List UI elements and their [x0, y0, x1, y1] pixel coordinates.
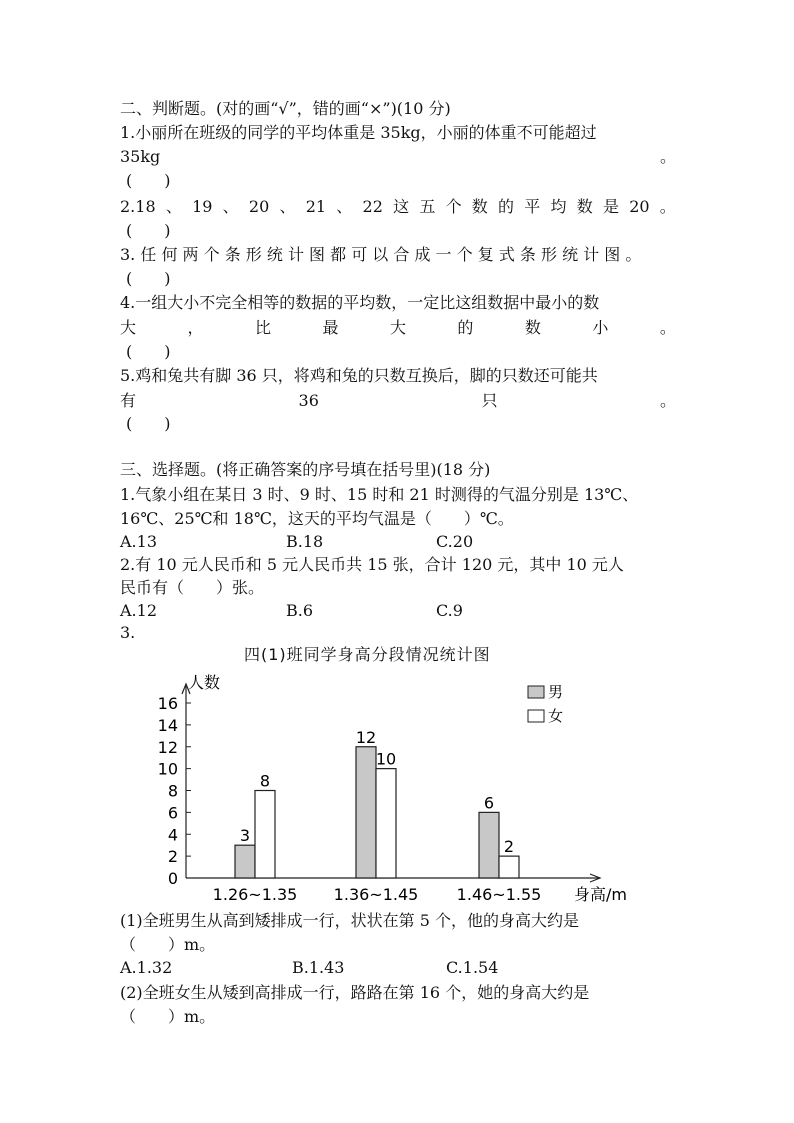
- s2-q2-part: 均: [550, 197, 567, 216]
- s3-q1-option-c[interactable]: C.20: [436, 532, 474, 551]
- s3-q2-option-b[interactable]: B.6: [286, 601, 314, 620]
- y-tick-label: 12: [157, 737, 178, 757]
- s2-q2-part: 平: [524, 197, 541, 216]
- x-tick-label: 1.26~1.35: [212, 885, 298, 904]
- s3-q3-sub2-line1: (2)全班女生从矮到高排成一行，路路在第 16 个，她的身高大约是: [120, 983, 590, 1002]
- s2-q2-part: 的: [498, 197, 515, 216]
- s2-q2-line: [120, 196, 676, 218]
- bar-male: [235, 845, 255, 878]
- s2-q2-part: 、: [279, 197, 296, 216]
- s3-q3-sub1-line2: （ ）m。: [120, 935, 216, 954]
- s3-q1-option-a[interactable]: A.13: [120, 532, 157, 551]
- y-tick-label: 6: [167, 803, 178, 823]
- s3-q1-line2: 16℃、25℃和 18℃，这天的平均气温是（ ）℃。: [120, 509, 514, 528]
- y-tick-label: 8: [167, 781, 178, 801]
- s2-q2-part: 20: [629, 197, 650, 216]
- y-tick-label: 10: [157, 759, 178, 779]
- s2-q2-part: 这: [393, 197, 410, 216]
- s2-q2-part: 、: [165, 197, 182, 216]
- s2-q4-line2: [120, 317, 676, 339]
- x-axis-label: 身高/m: [574, 885, 627, 904]
- s2-q1-line2-left: 35kg: [120, 147, 161, 166]
- bar-female: [376, 769, 396, 878]
- y-tick-label: 4: [167, 825, 178, 845]
- s2-q2-part: 20: [248, 197, 270, 216]
- s2-q2-part: 五: [419, 197, 436, 216]
- bar-female: [255, 791, 275, 879]
- legend-swatch-female: [528, 710, 544, 722]
- s2-q4-part: ，: [187, 318, 204, 337]
- bar-value-label: 6: [483, 793, 495, 813]
- s3-q2-line2: 民币有（ ）张。: [120, 578, 265, 597]
- s2-q5-line2: [120, 390, 676, 412]
- bar-female: [499, 856, 519, 878]
- s3-q3-sub1-option-a[interactable]: A.1.32: [120, 958, 173, 977]
- y-tick-label: 14: [157, 715, 178, 735]
- s2-q3-answer-paren[interactable]: ( ): [126, 269, 171, 288]
- s2-q2-part: 21: [305, 197, 327, 216]
- s3-q3-sub2-line2: （ ）m。: [120, 1007, 216, 1026]
- s2-q2-part: 19: [192, 197, 213, 216]
- chart-title: 四(1)班同学身高分段情况统计图: [244, 645, 491, 664]
- bar-value-label: 2: [503, 837, 515, 857]
- legend-label-male: 男: [548, 683, 564, 701]
- s2-q2-part: 个: [445, 197, 462, 216]
- s2-q4-answer-paren[interactable]: ( ): [126, 342, 171, 361]
- s3-q3-sub1-line1: (1)全班男生从高到矮排成一行，状状在第 5 个，他的身高大约是: [120, 911, 580, 930]
- s2-q1-line1: 1.小丽所在班级的同学的平均体重是 35kg，小丽的体重不可能超过: [120, 123, 597, 142]
- bar-value-label: 3: [239, 826, 251, 846]
- s2-q4-part: 比: [254, 318, 271, 337]
- x-tick-label: 1.46~1.55: [456, 885, 542, 904]
- s3-q3-label: 3.: [120, 623, 136, 642]
- s2-q2-part: 是: [602, 197, 619, 216]
- s2-q4-part: 大: [389, 318, 406, 337]
- height-bar-chart: [0, 668, 794, 908]
- s2-q5-answer-paren[interactable]: ( ): [126, 414, 171, 433]
- y-tick-label: 16: [157, 694, 178, 713]
- s2-q1-line2-right: 。: [659, 147, 676, 166]
- s2-q4-part: 大: [120, 318, 137, 337]
- s2-q2-part: 2.18: [120, 197, 156, 216]
- s2-q2-part: 22: [362, 197, 383, 216]
- bar-value-label: 10: [375, 749, 397, 769]
- bar-male: [356, 747, 376, 878]
- legend-swatch-male: [528, 686, 544, 698]
- s2-q2-answer-paren[interactable]: ( ): [126, 221, 171, 240]
- s3-q3-sub1-option-b[interactable]: B.1.43: [292, 958, 345, 977]
- s2-q1-line2: [120, 146, 676, 168]
- s2-q2-part: 数: [576, 197, 593, 216]
- s2-q4-part: 数: [524, 318, 541, 337]
- y-tick-label: 2: [167, 847, 178, 867]
- s3-q3-sub1-option-c[interactable]: C.1.54: [446, 958, 499, 977]
- bar-value-label: 8: [259, 771, 271, 791]
- s3-q2-option-a[interactable]: A.12: [120, 601, 157, 620]
- s2-q4-part: 的: [457, 318, 474, 337]
- x-tick-label: 1.36~1.45: [333, 885, 419, 904]
- s2-q4-part: 最: [322, 318, 339, 337]
- s3-q1-line1: 1.气象小组在某日 3 时、9 时、15 时和 21 时测得的气温分别是 13℃、: [120, 485, 639, 504]
- section2-heading: 二、判断题。(对的画“√”，错的画“×”)(10 分): [120, 99, 451, 118]
- s2-q2-part: 、: [336, 197, 353, 216]
- s2-q5-part: 。: [659, 391, 676, 410]
- y-axis-label: 人数: [188, 673, 221, 692]
- s2-q2-part: 、: [222, 197, 239, 216]
- s2-q5-line1: 5.鸡和兔共有脚 36 只，将鸡和兔的只数互换后，脚的只数还可能共: [120, 366, 598, 385]
- bar-male: [479, 812, 499, 878]
- legend-label-female: 女: [548, 707, 564, 725]
- y-tick-label: 0: [167, 869, 178, 888]
- s3-q1-option-b[interactable]: B.18: [286, 532, 324, 551]
- s2-q3-line: 3. 任 何 两 个 条 形 统 计 图 都 可 以 合 成 一 个 复 式 条 形 统 计 图 。: [120, 245, 642, 264]
- s2-q5-part: 有: [120, 391, 137, 410]
- s2-q4-line1: 4.一组大小不完全相等的数据的平均数，一定比这组数据中最小的数: [120, 293, 600, 312]
- bar-value-label: 12: [355, 727, 377, 747]
- s2-q2-part: 。: [659, 197, 676, 216]
- s3-q2-option-c[interactable]: C.9: [436, 601, 463, 620]
- s2-q5-part: 只: [481, 391, 498, 410]
- section3-heading: 三、选择题。(将正确答案的序号填在括号里)(18 分): [120, 460, 491, 479]
- s2-q4-part: 小: [592, 318, 609, 337]
- s2-q1-answer-paren[interactable]: ( ): [126, 171, 171, 190]
- s2-q2-part: 数: [471, 197, 488, 216]
- s2-q4-part: 。: [659, 318, 676, 337]
- s2-q5-part: 36: [298, 391, 319, 410]
- s3-q2-line1: 2.有 10 元人民币和 5 元人民币共 15 张，合计 120 元，其中 10 元人: [120, 555, 624, 574]
